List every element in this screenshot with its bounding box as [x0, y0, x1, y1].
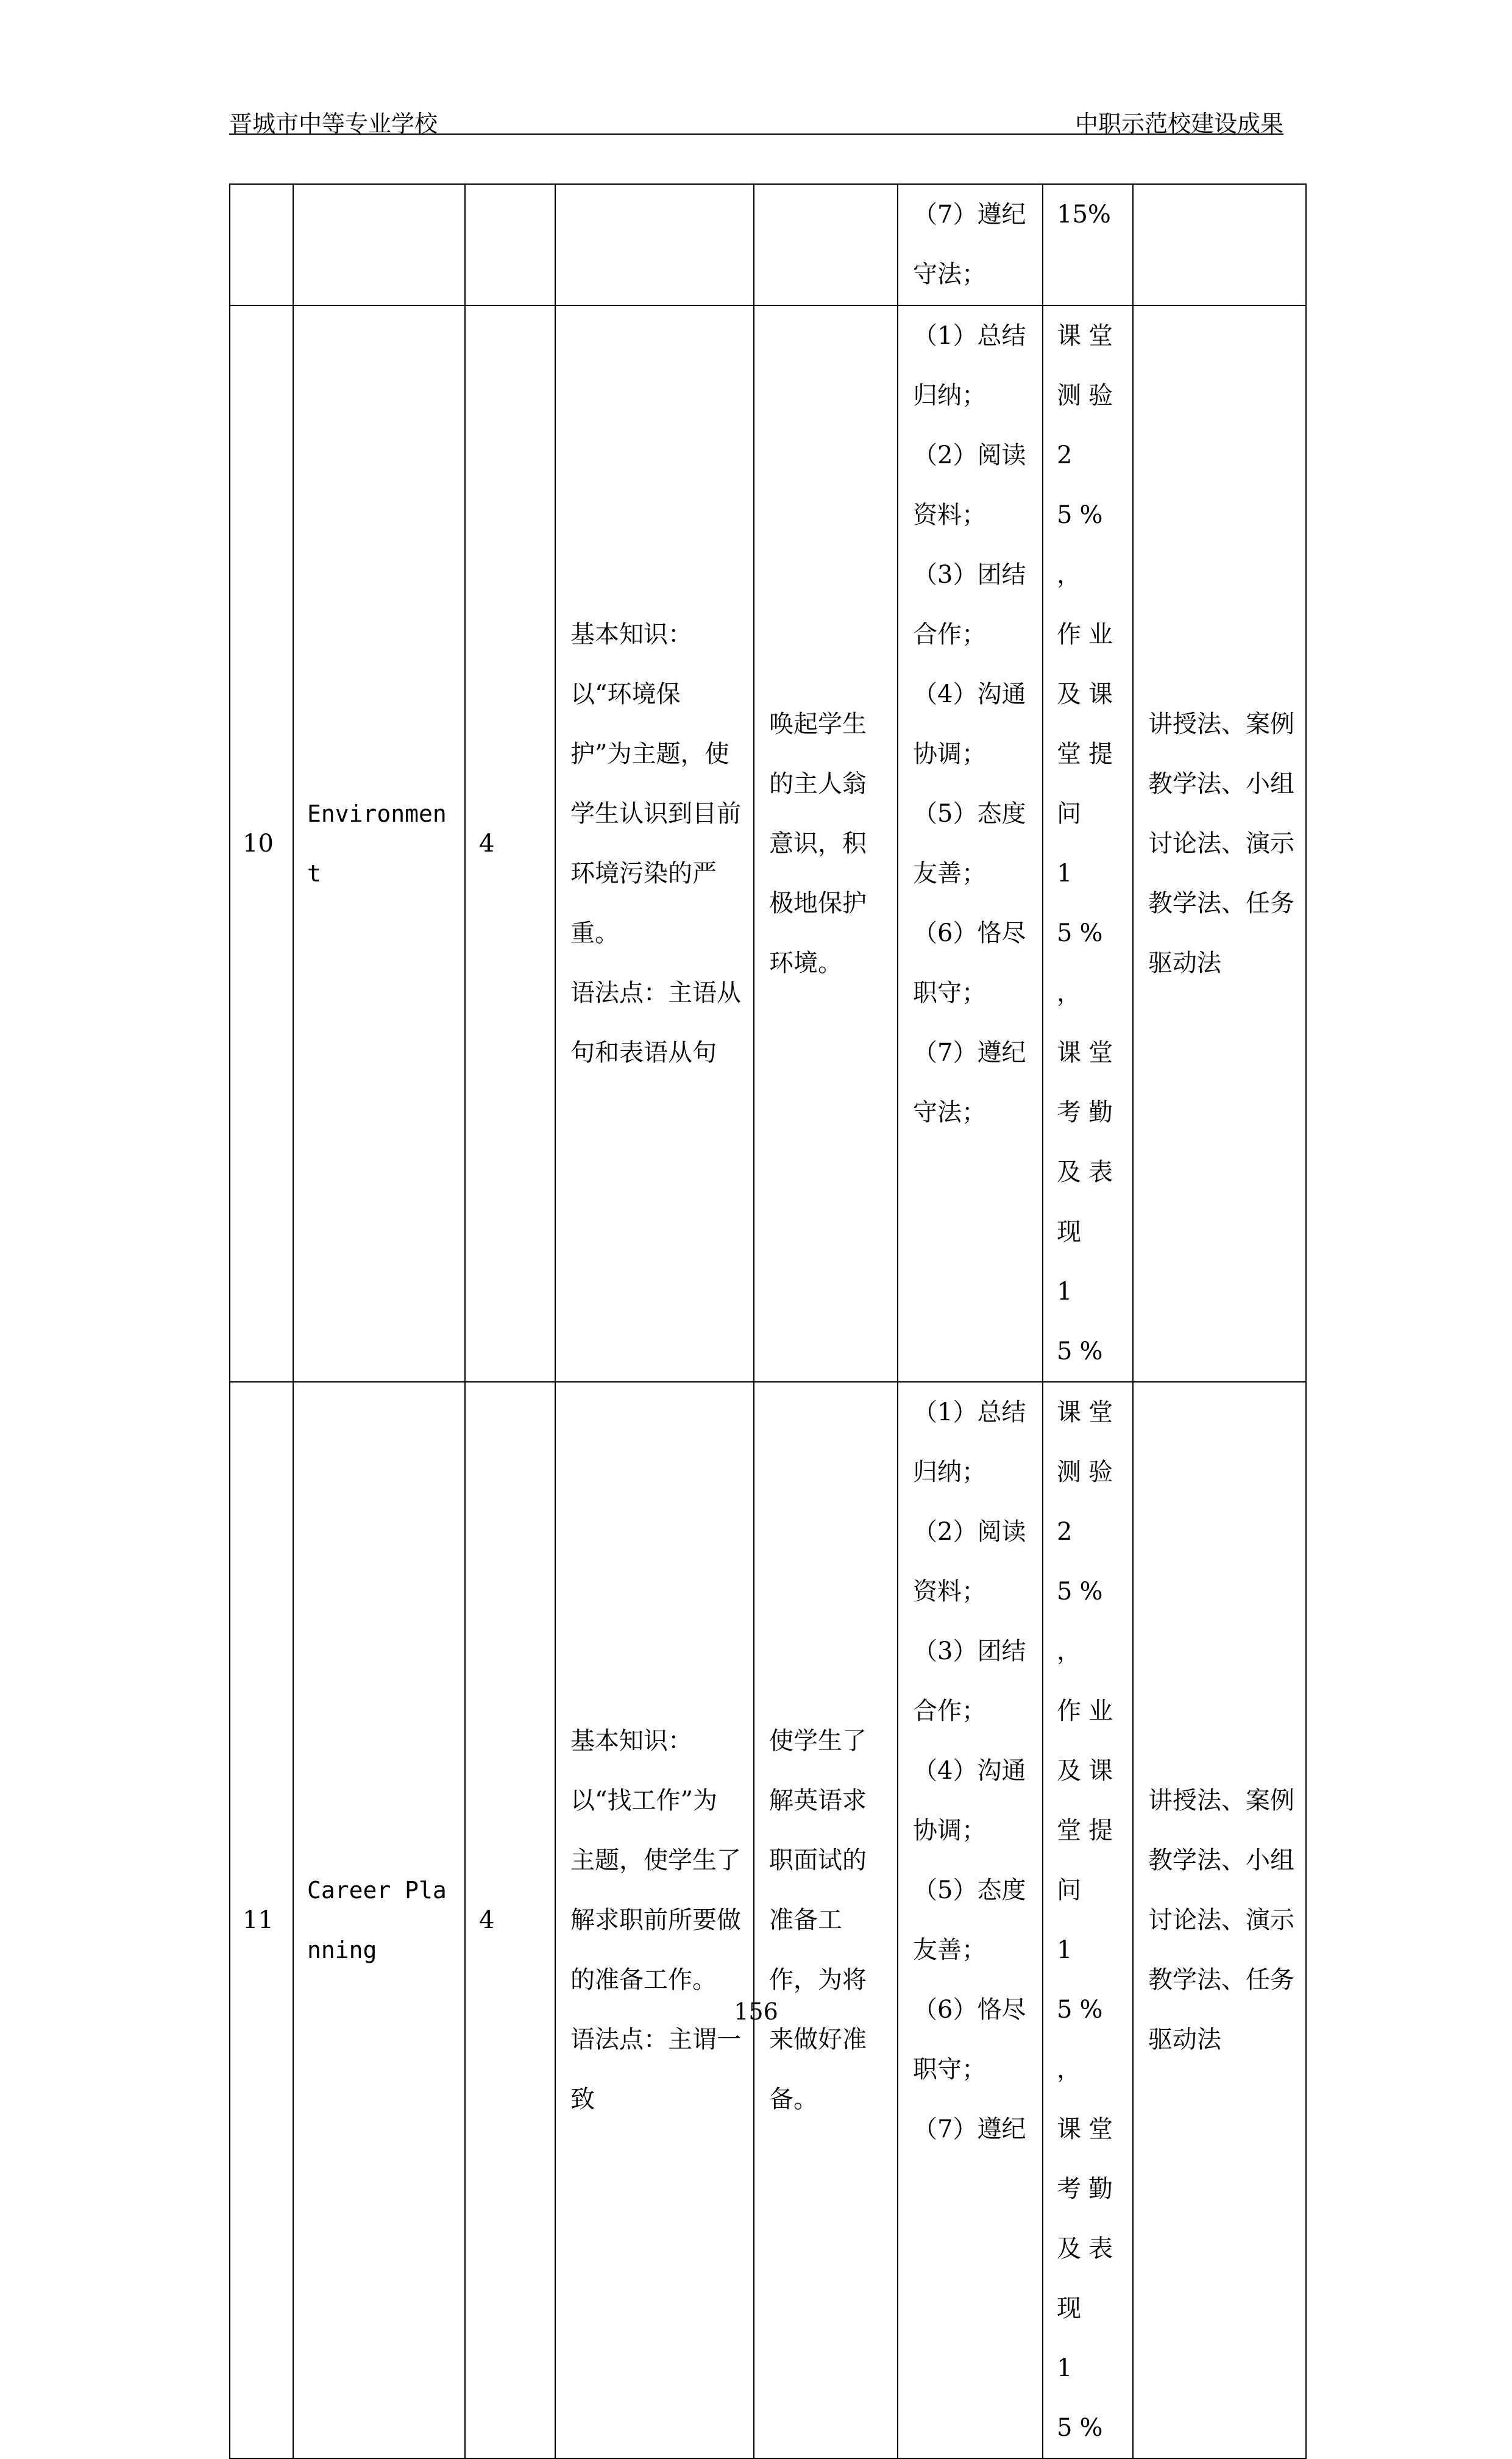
course-plan-table: [229, 183, 1307, 2459]
ability-item: （6）恪尽职守；: [913, 919, 1026, 1007]
ability-item: （1）总结归纳；: [913, 322, 1026, 410]
grammar-text: 语法点：主语从句和表语从句: [570, 979, 741, 1067]
assessment-line: 问: [1057, 1876, 1088, 1904]
cell-content: [555, 305, 754, 1382]
cell-content: [555, 1382, 754, 2458]
cell-title: [293, 184, 465, 305]
ability-item: （4）沟通协调；: [913, 1757, 1026, 1845]
grammar-text: 语法点：主谓一致: [570, 2026, 741, 2113]
ability-item: （2）阅读资料；: [913, 1518, 1026, 1606]
assessment-line: 考勤: [1057, 1098, 1120, 1126]
assessment-line: 作业: [1057, 1697, 1120, 1725]
assessment-line: 及课: [1057, 680, 1120, 708]
assessment-line: 课堂: [1057, 322, 1120, 350]
school-name: 晋城市中等专业学校: [229, 110, 438, 137]
ability-item: （3）团结合作；: [913, 561, 1026, 649]
assessment-line: 25%，: [1057, 1518, 1110, 1665]
cell-methods: 讲授法、案例教学法、小组讨论法、演示教学法、任务驱动法: [1133, 305, 1306, 1382]
document-title: 中职示范校建设成果: [1074, 110, 1283, 137]
ability-item: （7）遵纪: [913, 2115, 1026, 2143]
ability-item: （7）遵纪守法；: [913, 1039, 1026, 1126]
ability-item: （5）态度友善；: [913, 1876, 1026, 1964]
page-number: 156: [734, 1998, 778, 2025]
assessment-line: 测验: [1057, 382, 1120, 410]
assessment-line: 25%，: [1057, 441, 1110, 589]
assessment-line: 现: [1057, 2294, 1088, 2322]
assessment-line: 问: [1057, 800, 1088, 828]
assessment-line: 现: [1057, 1218, 1088, 1246]
cell-title: Environment: [293, 305, 465, 1382]
cell-ability: [898, 1382, 1043, 2458]
assessment-line: 测验: [1057, 1458, 1120, 1486]
cell-assessment: [1043, 305, 1133, 1382]
header-divider: [229, 133, 1283, 135]
ability-item: （3）团结合作；: [913, 1637, 1026, 1725]
cell-assessment: [1043, 1382, 1133, 2458]
ability-item: （5）态度友善；: [913, 800, 1026, 888]
cell-hours: 4: [465, 305, 555, 1382]
cell-ability: [898, 184, 1043, 305]
assessment-line: 15%，: [1057, 1936, 1110, 2084]
table-row-continuation: [230, 184, 1306, 305]
assessment-line: 15%: [1057, 1278, 1110, 1365]
assessment-text: 15%: [1057, 201, 1111, 229]
assessment-line: 及课: [1057, 1757, 1120, 1785]
cell-content: [555, 184, 754, 305]
cell-hours: 4: [465, 1382, 555, 2458]
assessment-line: 15%: [1057, 2354, 1110, 2442]
assessment-line: 考勤: [1057, 2175, 1120, 2203]
assessment-line: 15%，: [1057, 859, 1110, 1007]
cell-num: 11: [230, 1382, 293, 2458]
ability-item: （4）沟通协调；: [913, 680, 1026, 768]
cell-title: Career Planning: [293, 1382, 465, 2458]
cell-assessment: [1043, 184, 1133, 305]
assessment-line: 课堂: [1057, 2115, 1120, 2143]
ability-item: （2）阅读资料；: [913, 441, 1026, 529]
assessment-line: 课堂: [1057, 1398, 1120, 1426]
cell-num: 10: [230, 305, 293, 1382]
cell-methods: 讲授法、案例教学法、小组讨论法、演示教学法、任务驱动法: [1133, 1382, 1306, 2458]
cell-goal: 唤起学生的主人翁意识，积极地保护环境。: [754, 305, 898, 1382]
ability-text: （7）遵纪守法；: [913, 201, 1026, 288]
assessment-line: 及表: [1057, 2235, 1120, 2263]
cell-num: [230, 184, 293, 305]
content-text: 基本知识：以“环境保护”为主题，使学生认识到目前环境污染的严重。: [570, 621, 741, 947]
cell-ability: [898, 305, 1043, 1382]
table-row: [230, 305, 1306, 1382]
cell-goal: [754, 184, 898, 305]
assessment-line: 作业: [1057, 621, 1120, 649]
cell-methods: [1133, 184, 1306, 305]
ability-item: （6）恪尽职守；: [913, 1996, 1026, 2084]
assessment-line: 堂提: [1057, 740, 1120, 768]
assessment-line: 及表: [1057, 1158, 1120, 1186]
assessment-line: 课堂: [1057, 1039, 1120, 1067]
table-row: [230, 1382, 1306, 2458]
content-text: 基本知识：以“找工作”为主题，使学生了解求职前所要做的准备工作。: [570, 1727, 741, 1994]
assessment-line: 堂提: [1057, 1817, 1120, 1845]
cell-hours: [465, 184, 555, 305]
cell-goal: 使学生了解英语求职面试的准备工作，为将来做好准备。: [754, 1382, 898, 2458]
ability-item: （1）总结归纳；: [913, 1398, 1026, 1486]
